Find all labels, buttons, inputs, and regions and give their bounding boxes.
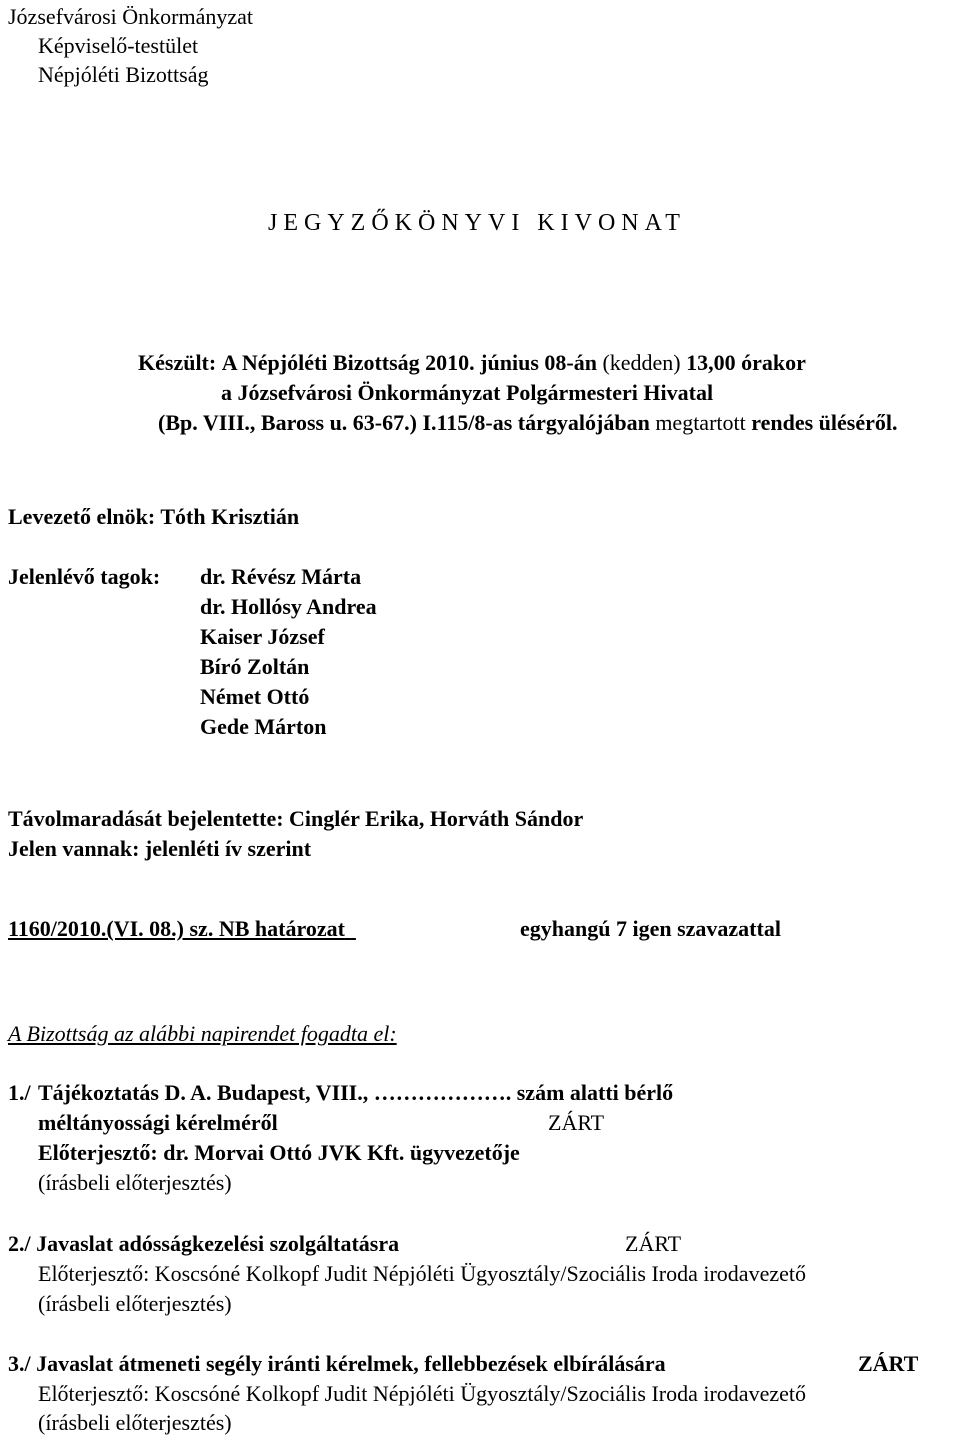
member-name: Bíró Zoltán — [200, 654, 310, 679]
resolution-number: 1160/2010.(VI. 08.) sz. NB határozat — [8, 916, 345, 941]
agenda-item-3-note: (írásbeli előterjesztés) — [38, 1410, 232, 1435]
agenda-item-2-note: (írásbeli előterjesztés) — [38, 1291, 232, 1316]
member-name: Gede Márton — [200, 714, 327, 739]
agenda-item-3-number: 3./ — [8, 1351, 31, 1376]
present-line: Jelen vannak: jelenléti ív szerint — [8, 836, 312, 861]
document-title: JEGYZŐKÖNYVI KIVONAT — [268, 210, 686, 236]
agenda-heading: A Bizottság az alábbi napirendet fogadta el: — [8, 1021, 397, 1046]
made-line-2: a Józsefvárosi Önkormányzat Polgármesteri Hivatal — [221, 380, 714, 405]
agenda-item-1-number: 1./ — [8, 1080, 31, 1105]
resolution-vote: egyhangú 7 igen szavazattal — [520, 916, 781, 941]
chair-line: Levezető elnök: Tóth Krisztián — [8, 504, 300, 529]
agenda-item-2-status: ZÁRT — [625, 1231, 682, 1256]
agenda-item-1-presenter: Előterjesztő: dr. Morvai Ottó JVK Kft. ügyvezetője — [38, 1140, 520, 1165]
made-line-1: Készült: A Népjóléti Bizottság 2010. június 08-án (kedden) 13,00 órakor — [138, 350, 806, 375]
members-label: Jelenlévő tagok: — [8, 564, 161, 589]
agenda-item-3-title: Javaslat átmeneti segély iránti kérelmek, fellebbezések elbírálására — [36, 1351, 666, 1376]
agenda-item-1-status: ZÁRT — [548, 1110, 605, 1135]
agenda-item-2-number: 2./ — [8, 1231, 31, 1256]
made-line-3: (Bp. VIII., Baross u. 63-67.) I.115/8-as tárgyalójában megtartott rendes üléséről. — [158, 410, 898, 435]
agenda-item-1-title: Tájékoztatás D. A. Budapest, VIII., ………………. szám alatti bérlő — [38, 1080, 674, 1105]
member-name: dr. Révész Márta — [200, 564, 362, 589]
member-name: dr. Hollósy Andrea — [200, 594, 377, 619]
agenda-item-2-line — [8, 1229, 399, 1259]
chair-name: Tóth Krisztián — [160, 504, 300, 529]
agenda-item-3-presenter: Előterjesztő: Koscsóné Kolkopf Judit Népjóléti Ügyosztály/Szociális Iroda irodavezető — [38, 1381, 806, 1406]
member-name: Kaiser József — [200, 624, 325, 649]
agenda-item-2-presenter: Előterjesztő: Koscsóné Kolkopf Judit Népjóléti Ügyosztály/Szociális Iroda irodavezető — [38, 1261, 806, 1286]
agenda-item-2-title: Javaslat adósságkezelési szolgáltatásra — [36, 1231, 400, 1256]
agenda-item-1-title-cont: méltányossági kérelméről — [38, 1110, 278, 1135]
agenda-item-3-status: ZÁRT — [858, 1351, 919, 1376]
absent-names: Cinglér Erika, Horváth Sándor — [289, 806, 584, 831]
absent-line: Távolmaradását bejelentette: Cinglér Erika, Horváth Sándor — [8, 806, 584, 831]
org-committee: Népjóléti Bizottság — [38, 62, 209, 87]
agenda-item-1-note: (írásbeli előterjesztés) — [38, 1170, 232, 1195]
member-name: Német Ottó — [200, 684, 310, 709]
made-label: Készült: — [138, 350, 217, 375]
agenda-item-3-line — [8, 1349, 666, 1379]
org-body: Képviselő-testület — [38, 33, 199, 58]
resolution-line — [8, 914, 828, 944]
org-name: Józsefvárosi Önkormányzat — [8, 4, 253, 29]
